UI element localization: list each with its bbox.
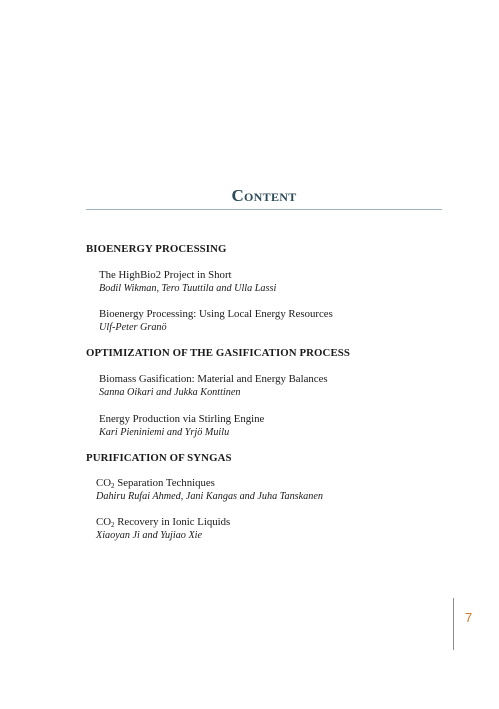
- entry-title: [96, 516, 230, 529]
- entry-title-subscript: 2: [111, 521, 115, 529]
- entry-authors: Dahiru Rufai Ahmed, Jani Kangas and Juha Tanskanen: [96, 491, 323, 502]
- entry-title-suffix: Recovery in Ionic Liquids: [114, 516, 231, 528]
- entry-authors: Xiaoyan Ji and Yujiao Xie: [96, 530, 203, 541]
- entry-authors: Ulf-Peter Granö: [99, 322, 167, 333]
- entry-title-suffix: Separation Techniques: [114, 477, 215, 489]
- entry-title-prefix: CO: [96, 477, 111, 489]
- entry-title: Bioenergy Processing: Using Local Energy Resources: [99, 308, 333, 320]
- entry-title: The HighBio2 Project in Short: [99, 269, 232, 281]
- entry-title-subscript: 2: [111, 482, 115, 490]
- entry-title: Biomass Gasification: Material and Energy Balances: [99, 373, 328, 385]
- entry-title-prefix: CO: [96, 516, 111, 528]
- entry-title: Energy Production via Stirling Engine: [99, 413, 265, 425]
- section-heading: OPTIMIZATION OF THE GASIFICATION PROCESS: [86, 347, 350, 359]
- page-number: 7: [465, 610, 473, 625]
- entry-authors: Bodil Wikman, Tero Tuuttila and Ulla Lassi: [99, 283, 277, 294]
- section-heading: BIOENERGY PROCESSING: [86, 243, 227, 255]
- entry-title: [96, 477, 215, 490]
- entry-authors: Kari Pieniniemi and Yrjö Muilu: [99, 427, 230, 438]
- title-rule: [86, 209, 442, 210]
- section-heading: PURIFICATION OF SYNGAS: [86, 452, 232, 464]
- page-number-rule: [453, 598, 454, 650]
- entry-authors: Sanna Oikari and Jukka Konttinen: [99, 387, 241, 398]
- contents-title: Content: [231, 186, 297, 205]
